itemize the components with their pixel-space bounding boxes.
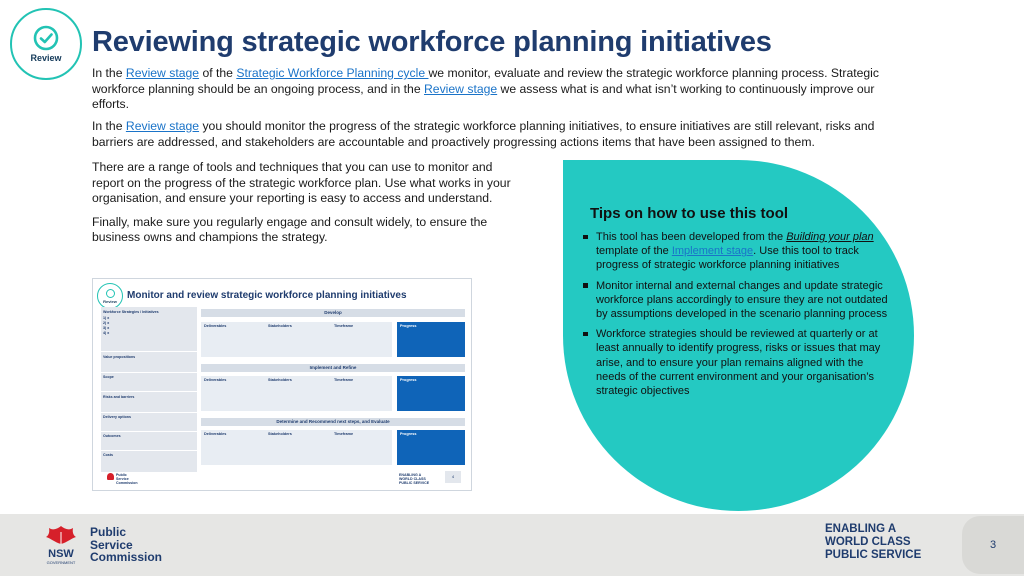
thumbnail-row: Delivery options <box>103 415 131 419</box>
intro-paragraph-1: In the Review stage of the Strategic Workforce Planning cycle we monitor, evaluate and review the strategic workforce planning process. Strategic workforce planning should be an ongoing process, and in the Review stage we assess what is and what isn’t working to continuously improve our efforts. <box>92 66 879 111</box>
tips-list-item: This tool has been developed from the Building your plan template of the Implement stage. Use this tool to track progress of strategic workforce planning initiatives <box>580 230 890 273</box>
tips-list-item: Workforce strategies should be reviewed at quarterly or at least annually to identify progress, risks or issues that may arise, and to ensure your plan remains aligned with the needs of the current environment and your organisation’s strategic objectives <box>580 327 890 398</box>
tips-heading: Tips on how to use this tool <box>590 205 789 222</box>
template-thumbnail[interactable] <box>92 278 472 491</box>
review-badge <box>10 8 82 80</box>
thumbnail-row: Costs <box>103 453 113 457</box>
check-circle-icon <box>33 25 59 51</box>
nsw-waratah-logo <box>44 524 78 568</box>
public-service-commission-wordmark: Public Service Commission <box>90 525 163 564</box>
intro-paragraph-2: In the Review stage you should monitor the progress of the strategic workforce planning initiatives, to ensure initiatives are still relevant, risks and barriers are addressed, and stakeholders are accountable and proactively progressing actions items that have been assigned to them. <box>92 119 875 149</box>
nsw-wordmark: NSW <box>48 548 74 560</box>
thumbnail-columns: Deliverables Stakeholders Timeframe Progress <box>201 430 465 465</box>
left-column <box>92 160 522 254</box>
thumbnail-columns: Deliverables Stakeholders Timeframe Progress <box>201 376 465 411</box>
review-stage-link[interactable]: Review stage <box>125 119 200 133</box>
review-stage-link[interactable]: Review stage <box>424 81 498 96</box>
thumbnail-band: Develop <box>201 309 465 317</box>
footer <box>0 514 1024 576</box>
thumbnail-row: 2) x <box>103 321 110 325</box>
thumbnail-footer-tagline: ENABLING A WORLD CLASS PUBLIC SERVICE <box>399 473 430 485</box>
tips-list-item: Monitor internal and external changes and update strategic workforce plans accordingly to ensure they are not outdated by assumptions developed in the scenario planning process <box>580 279 890 322</box>
thumbnail-page-number: 4 <box>445 471 461 483</box>
page-title: Reviewing strategic workforce planning initiatives <box>92 26 772 58</box>
thumbnail-row: Value propositions <box>103 355 136 359</box>
thumbnail-footer-logo: Public Service Commission <box>107 473 138 485</box>
thumbnail-row: Workforce Strategies / Initiatives <box>103 310 159 314</box>
engage-paragraph: Finally, make sure you regularly engage and consult widely, to ensure the business owns and champions the strategy. <box>92 214 488 244</box>
strategic-workforce-planning-cycle-link[interactable]: Strategic Workforce Planning cycle <box>236 66 429 80</box>
thumbnail-left-panel <box>101 307 197 472</box>
thumbnail-title: Monitor and review strategic workforce planning initiatives <box>127 290 407 301</box>
thumbnail-row: 3) x <box>103 326 110 330</box>
tools-paragraph: There are a range of tools and techniques that you can use to monitor and report on the progress of the strategic workforce plan. Use what works in your organisation, and ensure your reporting is easy to access and understand. <box>92 160 511 205</box>
page-number: 3 <box>962 516 1024 574</box>
tips-list <box>580 230 890 398</box>
thumbnail-review-badge: Review <box>97 283 123 309</box>
building-your-plan-link[interactable]: Building your plan <box>786 231 874 243</box>
thumbnail-columns: Deliverables Stakeholders Timeframe Progress <box>201 322 465 357</box>
review-badge-label: Review <box>30 53 62 63</box>
thumbnail-row: Outcomes <box>103 434 121 438</box>
thumbnail-row: 4) x <box>103 331 110 335</box>
thumbnail-band: Determine and Recommend next steps, and Evaluate <box>201 418 465 426</box>
footer-tagline: ENABLING A WORLD CLASS PUBLIC SERVICE <box>825 523 922 561</box>
thumbnail-row: Risks and barriers <box>103 395 135 399</box>
thumbnail-row: 1) x <box>103 316 110 320</box>
government-wordmark: GOVERNMENT <box>46 560 76 565</box>
thumbnail-band: Implement and Refine <box>201 364 465 372</box>
implement-stage-link[interactable]: Implement stage <box>671 245 754 258</box>
thumbnail-row: Scope <box>103 375 114 379</box>
tips-panel <box>580 205 890 404</box>
review-stage-link[interactable]: Review stage <box>125 66 200 80</box>
